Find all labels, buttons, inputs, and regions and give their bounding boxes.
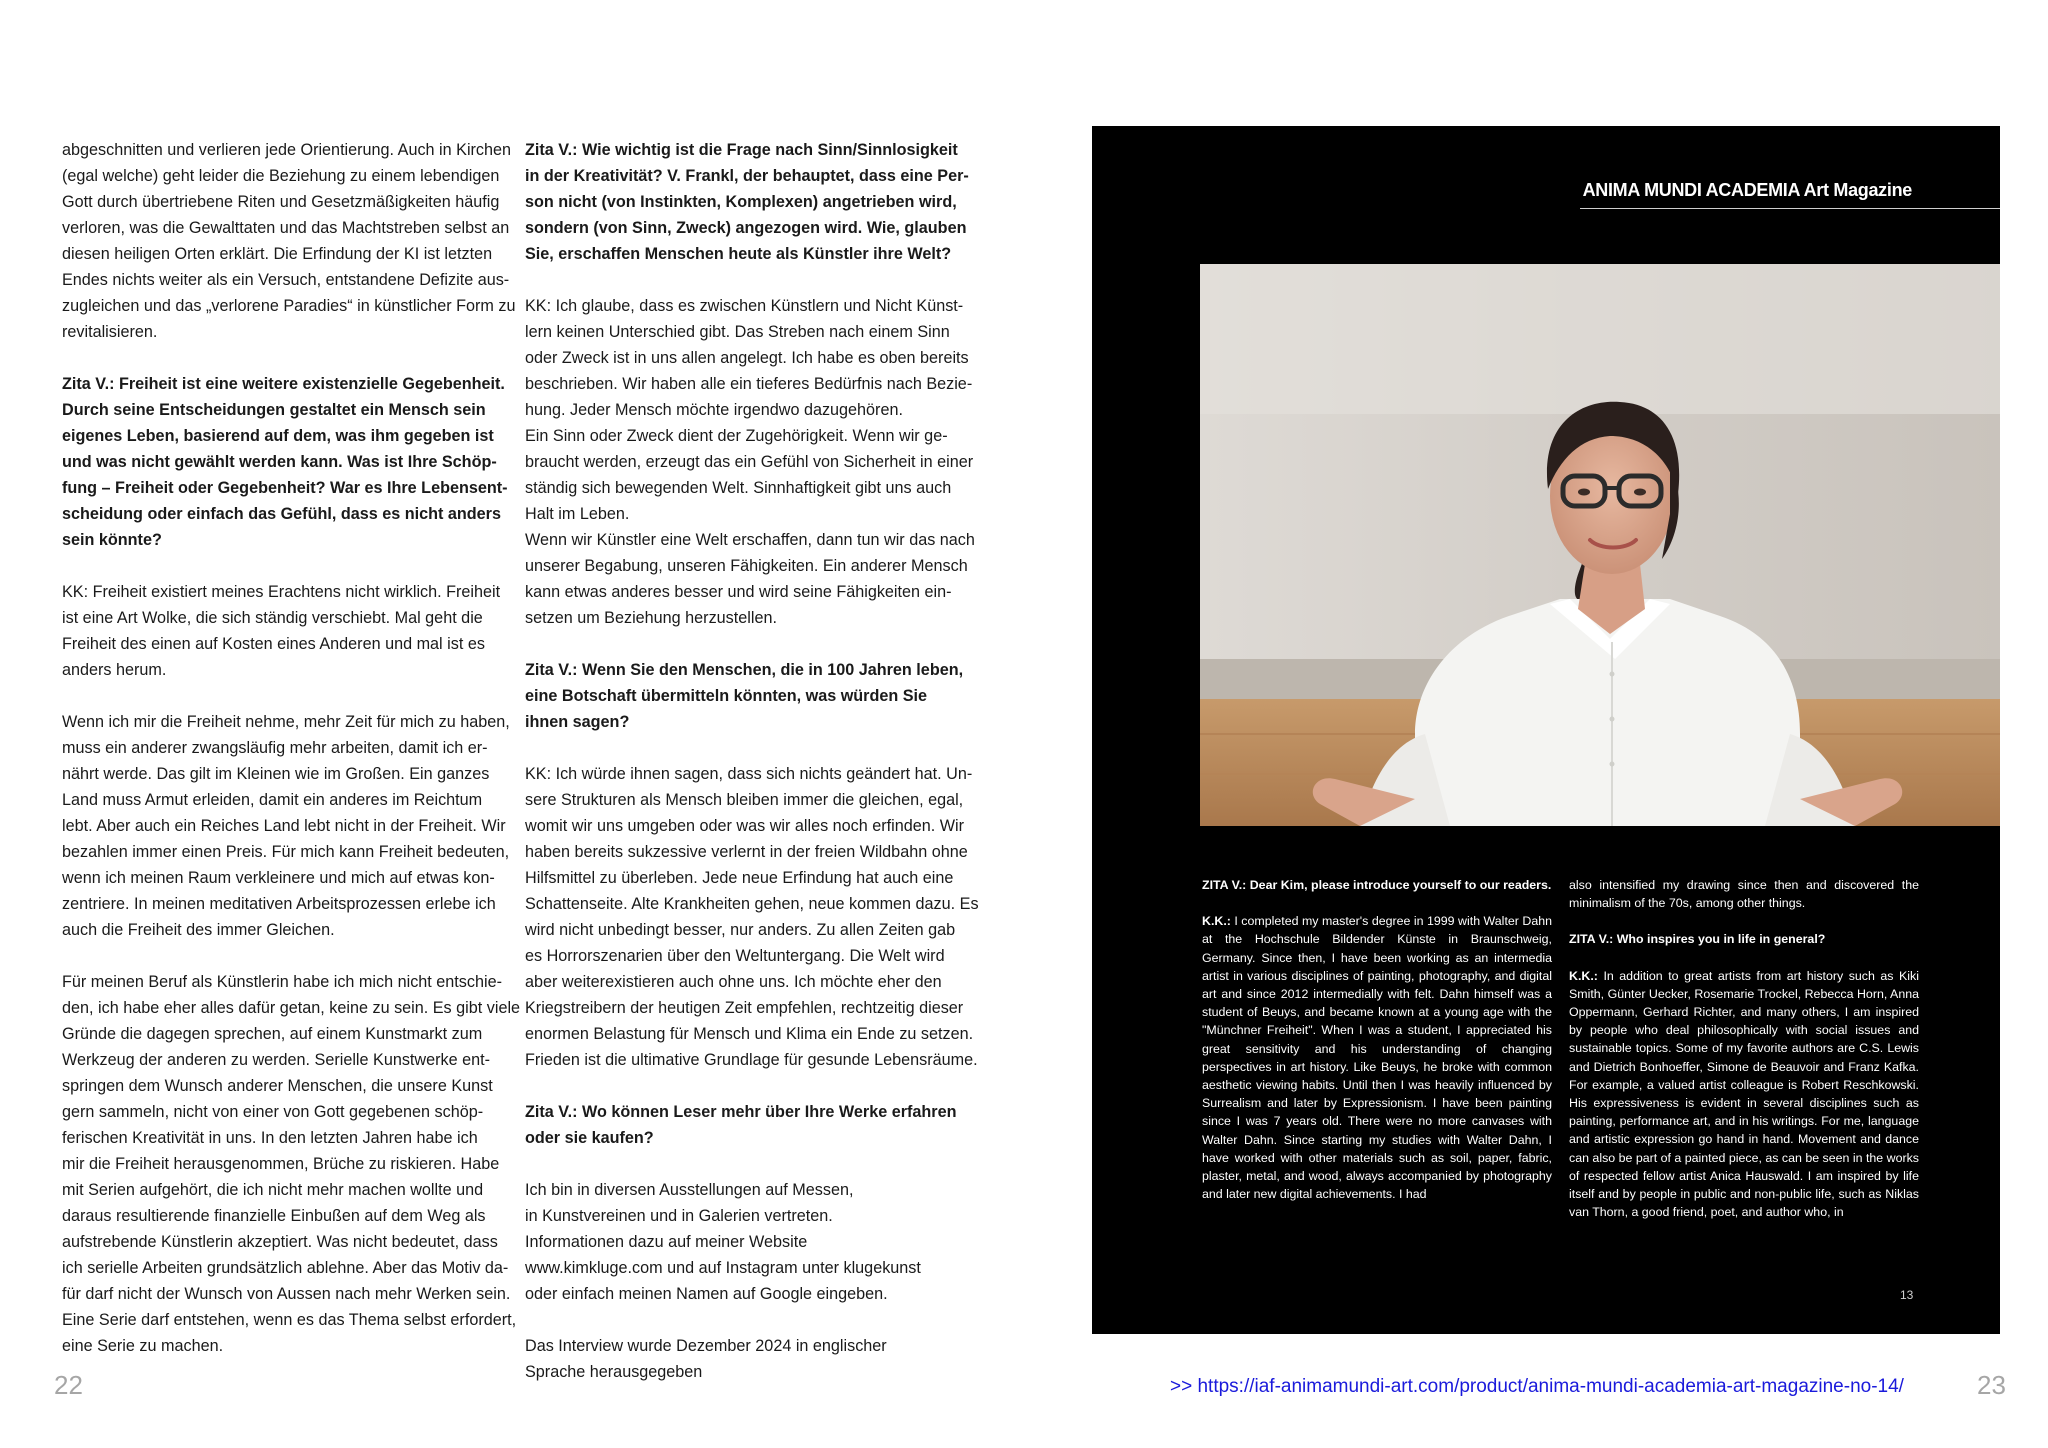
text-line: (egal welche) geht leider die Beziehung zu einem lebendigen <box>62 167 500 185</box>
text-line: ihnen sagen? <box>525 713 630 731</box>
interview-paragraph <box>525 293 977 631</box>
text-line: Hilfsmittel zu überleben. Jede neue Erfindung hat auch eine <box>525 869 954 887</box>
text-line: Sprache herausgegeben <box>525 1363 703 1381</box>
text-line: in der Kreativität? V. Frankl, der behauptet, dass eine Per- <box>525 167 969 185</box>
text-line: ist eine Art Wolke, die sich ständig verschiebt. Mal geht die <box>62 609 483 627</box>
speaker-label: ZITA V.: <box>1202 878 1250 892</box>
text-line: den, ich habe eher alles dafür getan, keine zu sein. Es gibt viele <box>62 999 521 1017</box>
text-line: beschrieben. Wir haben alle ein tieferes Bedürfnis nach Bezie- <box>525 375 973 393</box>
text-line: muss ein anderer zwangsläufig mehr arbeiten, damit ich er- <box>62 739 488 757</box>
text-line: ständig sich bewegenden Welt. Sinnhaftigkeit gibt uns auch <box>525 479 952 497</box>
text-line: oder sie kaufen? <box>525 1129 654 1147</box>
interview-question <box>525 137 977 267</box>
interview-paragraph <box>62 969 521 1359</box>
text-line: wird nicht unbedingt besser, nur anders. Zu allen Zeiten gab <box>525 921 956 939</box>
text-line: Ich bin in diversen Ausstellungen auf Messen, <box>525 1181 854 1199</box>
interview-question <box>62 371 506 553</box>
interview-paragraph <box>62 137 516 345</box>
text-line: diesen heiligen Orten erklärt. Die Erfindung der KI ist letzten <box>62 245 493 263</box>
text-line: Zita V.: Freiheit ist eine weitere existenzielle Gegebenheit. <box>62 375 505 393</box>
text-line: Schattenseite. Alte Krankheiten gehen, neue kommen dazu. Es <box>525 895 979 913</box>
interview-question <box>525 657 977 735</box>
english-paragraph <box>1569 930 1919 948</box>
magazine-product-link[interactable]: >> https://iaf-animamundi-art.com/product/anima-mundi-academia-art-magazine-no-14/ <box>1170 1376 1904 1397</box>
text-line: Freiheit des einen auf Kosten eines Anderen und mal ist es <box>62 635 485 653</box>
text-line: gern sammeln, nicht von einer von Gott gegebenen schöp- <box>62 1103 484 1121</box>
text-line: nährt werde. Das gilt im Kleinen wie im Großen. Ein ganzes <box>62 765 490 783</box>
text-line: springen dem Wunsch anderer Menschen, die unsere Kunst <box>62 1077 493 1095</box>
text-line: Eine Serie darf entstehen, wenn es das Thema selbst erfordert, <box>62 1311 517 1329</box>
text-line: bezahlen immer einen Preis. Für mich kann Freiheit bedeuten, <box>62 843 510 861</box>
english-paragraph <box>1569 876 1919 912</box>
text-line: es Horrorszenarien über den Weltuntergang. Die Welt wird <box>525 947 945 965</box>
text-line: kann etwas anderes besser und wird seine Fähigkeiten ein- <box>525 583 952 601</box>
text-line: sere Strukturen als Mensch bleiben immer die gleichen, egal, <box>525 791 964 809</box>
question-text: Who inspires you in life in general? <box>1616 932 1826 947</box>
text-line: Wenn ich mir die Freiheit nehme, mehr Zeit für mich zu haben, <box>62 713 510 731</box>
text-line: Zita V.: Wie wichtig ist die Frage nach Sinn/Sinnlosigkeit <box>525 141 958 159</box>
interview-paragraph <box>525 1333 977 1385</box>
text-line: Durch seine Entscheidungen gestaltet ein Mensch sein <box>62 401 486 419</box>
text-line: eine Botschaft übermitteln könnten, was würden Sie <box>525 687 928 705</box>
english-interview-column-2 <box>1569 876 1919 1239</box>
text-line: KK: Freiheit existiert meines Erachtens nicht wirklich. Freiheit <box>62 583 501 601</box>
text-line: enormen Belastung für Mensch und Klima ein Ende zu setzen. <box>525 1025 974 1043</box>
text-line: sein könnte? <box>62 531 162 549</box>
text-line: wenn ich meinen Raum verkleinere und mich auf etwas kon- <box>62 869 495 887</box>
speaker-label: K.K.: <box>1569 968 1604 983</box>
text-line: scheidung oder einfach das Gefühl, dass es nicht anders <box>62 505 501 523</box>
text-line: Frieden ist die ultimative Grundlage für gesunde Lebensräume. <box>525 1051 978 1069</box>
english-interview-column-1 <box>1202 876 1552 1221</box>
text-line: hung. Jeder Mensch möchte irgendwo dazugehören. <box>525 401 903 419</box>
text-line: daraus resultierende finanzielle Einbußen auf dem Weg als <box>62 1207 486 1225</box>
text-line: Wenn wir Künstler eine Welt erschaffen, dann tun wir das nach <box>525 531 975 549</box>
text-line: Kriegstreibern der heutigen Zeit empfehlen, rechtzeitig dieser <box>525 999 964 1017</box>
text-line: Werkzeug der anderen zu werden. Serielle Kunstwerke ent- <box>62 1051 490 1069</box>
left-column-2 <box>525 137 977 1411</box>
text-line: Sie, erschaffen Menschen heute als Künstler ihre Welt? <box>525 245 952 263</box>
speaker-label: ZITA V.: <box>1569 932 1617 947</box>
text-line: aber weiterexistieren auch ohne uns. Ich möchte eher den <box>525 973 942 991</box>
text-line: für darf nicht der Wunsch von Aussen nach mehr Werken sein. <box>62 1285 511 1303</box>
question-text: Dear Kim, please introduce yourself to our readers. <box>1249 878 1552 892</box>
text-line: Gott durch übertriebene Riten und Gesetzmäßigkeiten häufig <box>62 193 500 211</box>
text-line: Zita V.: Wo können Leser mehr über Ihre Werke erfahren <box>525 1103 957 1121</box>
text-line: Gründe die dagegen sprechen, auf einem Kunstmarkt zum <box>62 1025 483 1043</box>
text-line: ferischen Kreativität in uns. In den letzten Jahren habe ich <box>62 1129 478 1147</box>
answer-text: also intensified my drawing since then and discovered the minimalism of the 70s, among other things. <box>1569 878 1919 911</box>
text-line: KK: Ich würde ihnen sagen, dass sich nichts geändert hat. Un- <box>525 765 973 783</box>
answer-text: In addition to great artists from art history such as Kiki Smith, Günter Uecker, Rosemarie Trockel, Rebecca Horn, Anna Oppermann, Gerhard Richter, and many others, I am inspired by people who deal philosophically with social issues and sustainable topics. Some of my favorite authors are C.S. Lewis and Dietrich Bonhoeffer, Simone de Beauvoir and Franz Kafka. For example, a valued artist colleague is Robert Reschkowski. His expressiveness is evident in several disciplines such as painting, performance art, and in his writings. For me, language and artistic expression go hand in hand. Movement and dance can also be part of a painted piece, as can be seen in the works of respected fellow artist Anica Hauswald. I am inspired by life itself and by people in public and non-public life, such as Niklas van Thorn, a good friend, poet, and author who, in <box>1569 968 1919 1220</box>
text-line: revitalisieren. <box>62 323 158 341</box>
text-line: Ein Sinn oder Zweck dient der Zugehörigkeit. Wenn wir ge- <box>525 427 948 445</box>
text-line: Endes nichts weiter als ein Versuch, entstandene Defizite aus- <box>62 271 510 289</box>
text-line: in Kunstvereinen und in Galerien vertreten. <box>525 1207 833 1225</box>
text-line: anders herum. <box>62 661 167 679</box>
text-line: Informationen dazu auf meiner Website <box>525 1233 808 1251</box>
text-line: zugleichen und das „verlorene Paradies“ in künstlicher Form zu <box>62 297 516 315</box>
text-line: Zita V.: Wenn Sie den Menschen, die in 100 Jahren leben, <box>525 661 964 679</box>
text-line: verloren, was die Gewalttaten und das Machtstreben selbst an <box>62 219 510 237</box>
answer-text: I completed my master's degree in 1999 with Walter Dahn at the Hochschule Bildender Künste in Braunschweig, Germany. Since then, I have been working as an intermedia artist in various disciplines of painting, photography, and digital art and since 2012 intermedially with felt. Dahn himself was a student of Beuys, and became known at a young age with the "Münchner Freiheit". When I was a student, I appreciated his great sensitivity and his understanding of changing perspectives in art history. Like Beuys, he broke with common aesthetic viewing habits. Until then I was heavily influenced by Surrealism and later by Expressionism. I have been painting since I was 7 years old. There were no more canvases with Walter Dahn. Since starting my studies with Walter Dahn, I have worked with other materials such as soil, paper, fabric, plaster, metal, and wood, always accompanied by photography and later new digital achievements. I had <box>1202 914 1552 1202</box>
text-line: lebt. Aber auch ein Reiches Land lebt nicht in der Freiheit. Wir <box>62 817 506 835</box>
text-line: sondern (von Sinn, Zweck) angezogen wird. Wie, glauben <box>525 219 967 237</box>
text-line: oder Zweck ist in uns allen angelegt. Ich habe es oben bereits <box>525 349 969 367</box>
page-number-right: 23 <box>1977 1370 2006 1400</box>
text-line: setzen um Beziehung herzustellen. <box>525 609 777 627</box>
text-line: KK: Ich glaube, dass es zwischen Künstlern und Nicht Künst- <box>525 297 964 315</box>
text-line: aufstrebende Künstlerin akzeptiert. Was nicht bedeutet, dass <box>62 1233 498 1251</box>
text-line: braucht werden, erzeugt das ein Gefühl von Sicherheit in einer <box>525 453 974 471</box>
text-line: unserer Begabung, unseren Fähigkeiten. Ein anderer Mensch <box>525 557 968 575</box>
interview-question <box>525 1099 977 1151</box>
inner-page-number: 13 <box>1900 1288 1914 1302</box>
text-line: womit wir uns umgeben oder was wir alles noch erfinden. Wir <box>525 817 965 835</box>
text-line: mit Serien aufgehört, die ich nicht mehr machen wollte und <box>62 1181 484 1199</box>
text-line: und was nicht gewählt werden kann. Was ist Ihre Schöp- <box>62 453 497 471</box>
text-line: oder einfach meinen Namen auf Google eingeben. <box>525 1285 888 1303</box>
magazine-title: ANIMA MUNDI ACADEMIA Art Magazine <box>1582 180 1912 200</box>
text-line: auch die Freiheit des immer Gleichen. <box>62 921 335 939</box>
english-paragraph <box>1569 967 1919 1222</box>
text-line: son nicht (von Instinkten, Komplexen) angetrieben wird, <box>525 193 957 211</box>
interview-paragraph <box>525 761 977 1073</box>
magazine-page-panel <box>1092 126 2000 1334</box>
title-underline <box>1580 208 2000 209</box>
text-line: mir die Freiheit herausgenommen, Brüche zu riskieren. Habe <box>62 1155 500 1173</box>
text-line: abgeschnitten und verlieren jede Orientierung. Auch in Kirchen <box>62 141 512 159</box>
text-line: eine Serie zu machen. <box>62 1337 224 1355</box>
text-line: fung – Freiheit oder Gegebenheit? War es Ihre Lebensent- <box>62 479 508 497</box>
text-line: lern keinen Unterschied gibt. Das Streben nach einem Sinn <box>525 323 950 341</box>
interview-paragraph <box>525 1177 977 1307</box>
speaker-label: K.K.: <box>1202 914 1235 929</box>
text-line: Das Interview wurde Dezember 2024 in englischer <box>525 1337 887 1355</box>
text-line: Für meinen Beruf als Künstlerin habe ich mich nicht entschie- <box>62 973 502 991</box>
text-line: www.kimkluge.com und auf Instagram unter klugekunst <box>525 1259 921 1277</box>
interview-paragraph <box>62 579 506 683</box>
text-line: zentriere. In meinen meditativen Arbeitsprozessen erlebe ich <box>62 895 496 913</box>
text-line: Halt im Leben. <box>525 505 630 523</box>
left-column-1 <box>62 137 521 1385</box>
text-line: ich serielle Arbeiten grundsätzlich ablehne. Aber das Motiv da- <box>62 1259 509 1277</box>
artist-portrait-photo <box>1200 264 2000 826</box>
text-line: haben bereits sukzessive verlernt in der freien Wildbahn ohne <box>525 843 968 861</box>
english-paragraph <box>1202 912 1552 1203</box>
text-line: Land muss Armut erleiden, damit ein anderes im Reichtum <box>62 791 483 809</box>
english-paragraph <box>1202 876 1552 894</box>
page-number-left: 22 <box>54 1370 83 1400</box>
interview-paragraph <box>62 709 510 943</box>
text-line: eigenes Leben, basierend auf dem, was ihm gegeben ist <box>62 427 494 445</box>
